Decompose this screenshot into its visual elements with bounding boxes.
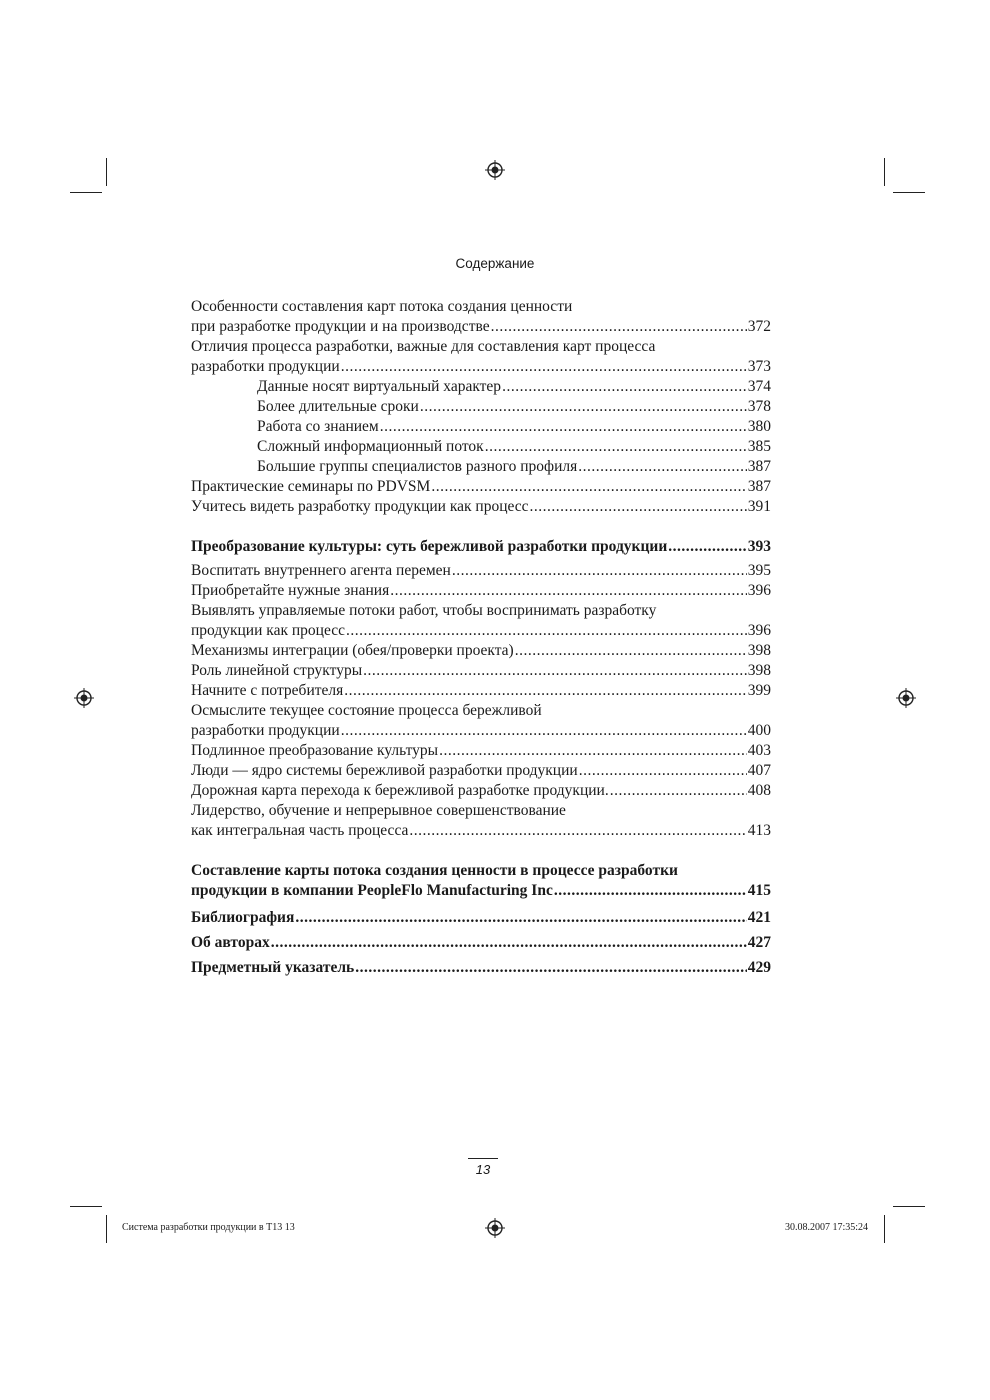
dot-leader: [271, 930, 747, 955]
dot-leader: [668, 537, 746, 557]
dot-leader: [380, 417, 747, 437]
crop-mark: [70, 192, 102, 193]
dot-leader: [346, 621, 747, 641]
toc-entry-title: Люди — ядро системы бережливой разработки продукции: [191, 762, 578, 779]
page-number: 13: [475, 1162, 491, 1177]
dot-leader: [390, 581, 747, 601]
toc-entry-title: разработки продукции: [191, 358, 340, 375]
printer-slug-left: Система разработки продукции в Т13 13: [122, 1222, 295, 1233]
toc-page-number: 396: [747, 622, 771, 639]
crop-mark: [884, 158, 885, 186]
dot-leader: [363, 661, 747, 681]
toc-page-number: 374: [747, 378, 771, 395]
toc-entry-title: Работа со знанием: [257, 418, 379, 435]
toc-page-number: 408: [747, 782, 771, 799]
dot-leader: [502, 377, 747, 397]
toc-entry: [191, 561, 771, 581]
toc-subentry: [191, 457, 771, 477]
toc-entry-title: Практические семинары по PDVSM: [191, 478, 431, 495]
toc-entry-title: Осмыслите текущее состояние процесса бережливой: [191, 702, 542, 719]
toc-chapter: [191, 861, 771, 881]
toc-page-number: 387: [747, 458, 771, 475]
toc-entry-title: Лидерство, обучение и непрерывное совершенствование: [191, 802, 566, 819]
toc-page-number: 373: [747, 358, 771, 375]
toc-entry-title: Более длительные сроки: [257, 398, 419, 415]
toc-subentry: [191, 417, 771, 437]
toc-entry-title: Сложный информационный поток: [257, 438, 484, 455]
toc-chapter-title: продукции в компании PeopleFlo Manufacturing Inc: [191, 882, 553, 899]
toc-entry: [191, 477, 771, 497]
toc-entry: [191, 337, 771, 357]
toc-page-number: 429: [747, 959, 771, 976]
running-header: Содержание: [455, 256, 535, 271]
toc-entry: [191, 601, 771, 621]
toc-page-number: 387: [747, 478, 771, 495]
toc-page-number: 407: [747, 762, 771, 779]
toc-page-number: 393: [747, 538, 771, 555]
dot-leader: [578, 457, 747, 477]
toc-entry-title: как интегральная часть процесса: [191, 822, 409, 839]
dot-leader: [439, 741, 747, 761]
toc-entry-title: Роль линейной структуры: [191, 662, 363, 679]
dot-leader: [530, 497, 747, 517]
crop-mark: [884, 1215, 885, 1243]
toc-entry: [191, 661, 771, 681]
toc-page-number: 378: [747, 398, 771, 415]
dot-leader: [341, 357, 747, 377]
toc-chapter-title: Об авторах: [191, 934, 270, 951]
dot-leader: [431, 477, 746, 497]
toc-entry-title: Выявлять управляемые потоки работ, чтобы воспринимать разработку: [191, 602, 657, 619]
printer-slug-right: 30.08.2007 17:35:24: [784, 1222, 868, 1233]
toc-page-number: 380: [747, 418, 771, 435]
toc-entry-title: при разработке продукции и на производстве: [191, 318, 490, 335]
crop-mark: [70, 1206, 102, 1207]
toc-entry: [191, 621, 771, 641]
registration-mark-icon: [896, 688, 916, 708]
table-of-contents: [191, 297, 771, 980]
dot-leader: [452, 561, 747, 581]
toc-chapter-title: Составление карты потока создания ценности в процессе разработки: [191, 862, 678, 879]
toc-chapter: [191, 905, 771, 930]
dot-leader: [610, 781, 747, 801]
toc-page-number: 396: [747, 582, 771, 599]
toc-page-number: 398: [747, 662, 771, 679]
toc-entry-title: продукции как процесс: [191, 622, 345, 639]
dot-leader: [420, 397, 747, 417]
crop-mark: [893, 192, 925, 193]
toc-entry: [191, 581, 771, 601]
dot-leader: [579, 761, 747, 781]
toc-entry: [191, 741, 771, 761]
toc-entry: [191, 781, 771, 801]
registration-mark-icon: [485, 1218, 505, 1238]
page-number-rule: [468, 1158, 498, 1159]
toc-entry: [191, 701, 771, 721]
toc-page-number: 399: [747, 682, 771, 699]
dot-leader: [355, 955, 747, 980]
dot-leader: [341, 721, 747, 741]
toc-entry-title: Механизмы интеграции (обея/проверки проекта): [191, 642, 514, 659]
toc-page-number: 403: [747, 742, 771, 759]
toc-page-number: 398: [747, 642, 771, 659]
toc-chapter-title: Библиография: [191, 909, 295, 926]
toc-entry-title: Большие группы специалистов разного профиля: [257, 458, 578, 475]
toc-subentry: [191, 437, 771, 457]
dot-leader: [515, 641, 747, 661]
registration-mark-icon: [485, 160, 505, 180]
dot-leader: [554, 881, 747, 901]
toc-entry: [191, 821, 771, 841]
toc-entry-title: Воспитать внутреннего агента перемен: [191, 562, 451, 579]
toc-page-number: 415: [747, 882, 771, 899]
toc-entry-title: Особенности составления карт потока создания ценности: [191, 298, 573, 315]
toc-page-number: 372: [747, 318, 771, 335]
toc-entry-title: разработки продукции: [191, 722, 340, 739]
toc-entry: [191, 357, 771, 377]
crop-mark: [893, 1206, 925, 1207]
toc-entry: [191, 721, 771, 741]
toc-page-number: 385: [747, 438, 771, 455]
toc-chapter: [191, 930, 771, 955]
toc-subentry: [191, 377, 771, 397]
toc-entry: [191, 641, 771, 661]
toc-entry-title: Начните с потребителя: [191, 682, 344, 699]
dot-leader: [344, 681, 746, 701]
toc-chapter: [191, 955, 771, 980]
toc-chapter-title: Преобразование культуры: суть бережливой разработки продукции: [191, 538, 668, 555]
toc-page-number: 421: [747, 909, 771, 926]
toc-entry-title: Отличия процесса разработки, важные для составления карт процесса: [191, 338, 656, 355]
toc-page-number: 391: [747, 498, 771, 515]
toc-page-number: 413: [747, 822, 771, 839]
toc-chapter: [191, 537, 771, 557]
toc-entry-title: Подлинное преобразование культуры: [191, 742, 439, 759]
toc-entry-title: Приобретайте нужные знания: [191, 582, 390, 599]
dot-leader: [295, 905, 746, 930]
crop-mark: [106, 158, 107, 186]
toc-entry-title: Данные носят виртуальный характер: [257, 378, 502, 395]
dot-leader: [491, 317, 747, 337]
toc-entry: [191, 801, 771, 821]
registration-mark-icon: [74, 688, 94, 708]
toc-entry: [191, 681, 771, 701]
dot-leader: [485, 437, 747, 457]
toc-page-number: 395: [747, 562, 771, 579]
toc-entry-title: Дорожная карта перехода к бережливой разработке продукции.: [191, 782, 609, 799]
toc-page-number: 427: [747, 934, 771, 951]
toc-page-number: 400: [747, 722, 771, 739]
toc-entry: [191, 317, 771, 337]
toc-entry: [191, 761, 771, 781]
toc-entry-title: Учитесь видеть разработку продукции как процесс: [191, 498, 529, 515]
crop-mark: [106, 1215, 107, 1243]
toc-chapter: [191, 881, 771, 901]
dot-leader: [409, 821, 746, 841]
toc-entry: [191, 497, 771, 517]
toc-chapter-title: Предметный указатель: [191, 959, 355, 976]
toc-subentry: [191, 397, 771, 417]
toc-entry: [191, 297, 771, 317]
